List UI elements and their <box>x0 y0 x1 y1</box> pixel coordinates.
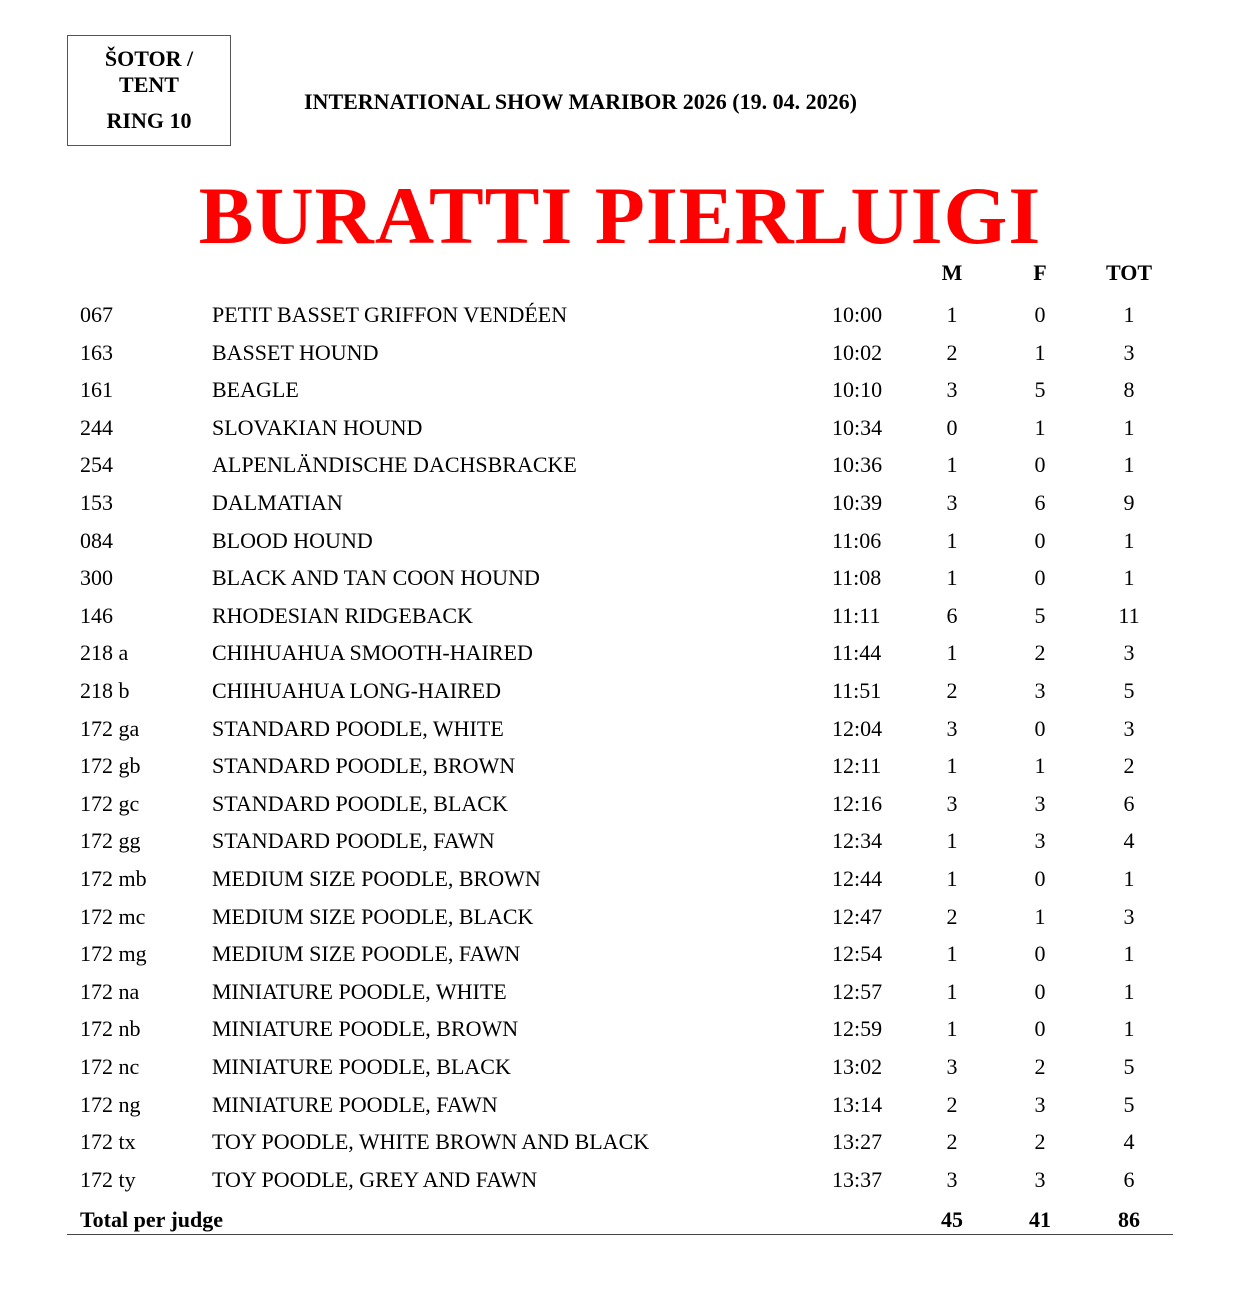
count-male: 1 <box>946 527 958 553</box>
count-female: 0 <box>1034 941 1046 967</box>
breed-code: 172 ga <box>80 715 140 741</box>
table-row <box>0 977 1240 1015</box>
count-female: 1 <box>1034 339 1046 365</box>
count-male: 1 <box>946 941 958 967</box>
count-total: 1 <box>1123 1016 1135 1042</box>
judging-time: 10:02 <box>832 339 883 365</box>
table-row <box>0 450 1240 488</box>
table-row <box>0 1052 1240 1090</box>
breed-code: 172 mg <box>80 941 147 967</box>
count-female: 3 <box>1034 1091 1046 1117</box>
breed-name: MEDIUM SIZE POODLE, FAWN <box>212 941 521 967</box>
count-male: 1 <box>946 753 958 779</box>
table-row <box>0 488 1240 526</box>
breed-code: 172 ng <box>80 1091 141 1117</box>
breed-name: MEDIUM SIZE POODLE, BROWN <box>212 866 541 891</box>
judging-time: 10:10 <box>832 377 883 403</box>
breed-name: BASSET HOUND <box>212 339 379 365</box>
judging-time: 12:44 <box>832 866 883 891</box>
count-total: 2 <box>1123 753 1135 779</box>
table-row <box>0 902 1240 940</box>
breed-name: MINIATURE POODLE, BROWN <box>212 1016 519 1042</box>
total-f: 41 <box>1029 1207 1051 1232</box>
judging-time: 11:44 <box>832 640 882 666</box>
breed-code: 172 mc <box>80 903 146 929</box>
count-total: 1 <box>1123 565 1135 591</box>
judging-time: 12:59 <box>832 1016 883 1042</box>
count-female: 3 <box>1034 828 1046 854</box>
count-male: 1 <box>946 565 958 591</box>
count-female: 0 <box>1034 565 1046 591</box>
column-header-tot: TOT <box>1105 260 1153 285</box>
breed-code: 218 a <box>80 640 129 666</box>
breed-code: 172 gg <box>80 828 141 854</box>
table-row <box>0 375 1240 413</box>
count-male: 2 <box>946 339 958 365</box>
judge-name: BURATTI PIERLUIGI <box>198 170 1042 261</box>
breed-name: MINIATURE POODLE, WHITE <box>212 978 507 1004</box>
count-male: 3 <box>946 1054 958 1079</box>
judging-time: 12:34 <box>832 828 883 854</box>
table-row <box>0 526 1240 564</box>
table-row <box>0 939 1240 977</box>
count-female: 2 <box>1034 1129 1046 1155</box>
show-title: INTERNATIONAL SHOW MARIBOR 2026 (19. 04. 2026) <box>304 89 857 114</box>
judging-time: 13:14 <box>832 1091 883 1117</box>
table-row <box>0 1165 1240 1203</box>
count-male: 2 <box>946 1129 958 1155</box>
breed-name: MINIATURE POODLE, FAWN <box>212 1091 498 1117</box>
count-total: 4 <box>1123 828 1135 854</box>
count-female: 1 <box>1034 903 1046 929</box>
breed-code: 067 <box>80 302 113 327</box>
count-male: 3 <box>946 490 958 515</box>
breed-name: PETIT BASSET GRIFFON VENDÉEN <box>212 302 568 327</box>
breed-name: TOY POODLE, WHITE BROWN AND BLACK <box>212 1129 650 1155</box>
table-row <box>0 826 1240 864</box>
breed-code: 172 gc <box>80 790 140 816</box>
table-row <box>0 300 1240 338</box>
count-female: 2 <box>1034 640 1046 666</box>
count-female: 3 <box>1034 790 1046 816</box>
count-total: 1 <box>1123 866 1135 891</box>
count-female: 6 <box>1034 490 1046 515</box>
table-row <box>0 714 1240 752</box>
count-female: 0 <box>1034 978 1046 1004</box>
count-female: 3 <box>1034 1166 1046 1192</box>
breed-name: MINIATURE POODLE, BLACK <box>212 1054 511 1079</box>
table-row <box>0 864 1240 902</box>
count-total: 3 <box>1123 715 1135 741</box>
count-female: 1 <box>1034 414 1046 440</box>
ring-number: RING 10 <box>106 108 192 133</box>
breed-code: 172 nb <box>80 1016 141 1042</box>
count-female: 1 <box>1034 753 1046 779</box>
count-male: 1 <box>946 452 958 478</box>
count-male: 1 <box>946 640 958 666</box>
count-male: 3 <box>946 715 958 741</box>
breed-name: DALMATIAN <box>212 490 343 515</box>
count-total: 11 <box>1118 602 1140 628</box>
count-total: 6 <box>1123 1166 1135 1192</box>
count-male: 3 <box>946 377 958 403</box>
count-female: 0 <box>1034 452 1046 478</box>
total-row <box>0 1205 1240 1235</box>
table-row <box>0 676 1240 714</box>
breed-code: 254 <box>80 452 113 478</box>
table-row <box>0 789 1240 827</box>
total-divider <box>67 1234 1173 1235</box>
count-female: 5 <box>1034 377 1046 403</box>
judging-time: 12:47 <box>832 903 883 929</box>
judging-time: 11:11 <box>832 602 881 628</box>
judging-time: 12:04 <box>832 715 883 741</box>
ring-box-tent-label <box>68 46 230 98</box>
count-female: 3 <box>1034 678 1046 703</box>
breed-code: 172 na <box>80 978 140 1004</box>
ring-box-line2: TENT <box>119 72 179 97</box>
breed-name: STANDARD POODLE, BLACK <box>212 790 508 816</box>
judging-time: 11:08 <box>832 565 882 591</box>
count-male: 3 <box>946 1166 958 1192</box>
table-row <box>0 751 1240 789</box>
breed-code: 163 <box>80 339 113 365</box>
judging-time: 12:16 <box>832 790 883 816</box>
judging-time: 13:37 <box>832 1166 883 1192</box>
judging-time: 10:39 <box>832 490 883 515</box>
count-female: 5 <box>1034 602 1046 628</box>
ring-box-line1: ŠOTOR / <box>104 46 194 71</box>
breed-name: BEAGLE <box>212 377 299 403</box>
count-female: 0 <box>1034 302 1046 327</box>
column-header-f: F <box>1033 260 1047 285</box>
table-row <box>0 1090 1240 1128</box>
count-male: 2 <box>946 678 958 703</box>
table-row <box>0 563 1240 601</box>
count-total: 5 <box>1123 1054 1135 1079</box>
judging-time: 13:27 <box>832 1129 883 1155</box>
count-total: 9 <box>1123 490 1135 515</box>
breed-name: CHIHUAHUA SMOOTH-HAIRED <box>212 640 533 666</box>
count-male: 1 <box>946 866 958 891</box>
count-total: 1 <box>1123 527 1135 553</box>
count-female: 0 <box>1034 1016 1046 1042</box>
count-male: 1 <box>946 1016 958 1042</box>
count-female: 0 <box>1034 715 1046 741</box>
table-row <box>0 601 1240 639</box>
judging-time: 10:34 <box>832 414 883 440</box>
judging-time: 11:51 <box>832 678 882 703</box>
count-total: 6 <box>1123 790 1135 816</box>
judging-time: 12:54 <box>832 941 883 967</box>
total-label: Total per judge <box>80 1207 224 1232</box>
breed-name: MEDIUM SIZE POODLE, BLACK <box>212 903 534 929</box>
ring-box <box>67 35 231 146</box>
count-total: 3 <box>1123 339 1135 365</box>
count-total: 5 <box>1123 1091 1135 1117</box>
judging-time: 12:57 <box>832 978 883 1004</box>
table-row <box>0 338 1240 376</box>
count-male: 3 <box>946 790 958 816</box>
breed-code: 172 tx <box>80 1129 136 1155</box>
count-male: 6 <box>946 602 958 628</box>
breed-code: 244 <box>80 414 113 440</box>
breed-name: ALPENLÄNDISCHE DACHSBRACKE <box>212 452 577 478</box>
count-total: 3 <box>1123 903 1135 929</box>
count-male: 2 <box>946 903 958 929</box>
count-total: 3 <box>1123 640 1135 666</box>
count-male: 2 <box>946 1091 958 1117</box>
count-male: 1 <box>946 302 958 327</box>
count-total: 1 <box>1123 302 1135 327</box>
table-row <box>0 1014 1240 1052</box>
count-male: 1 <box>946 828 958 854</box>
count-total: 4 <box>1123 1129 1135 1155</box>
total-m: 45 <box>941 1207 963 1232</box>
table-row <box>0 638 1240 676</box>
breed-code: 172 gb <box>80 753 141 779</box>
breed-code: 084 <box>80 527 113 553</box>
judging-time: 10:36 <box>832 452 883 478</box>
count-total: 8 <box>1123 377 1135 403</box>
table-row <box>0 413 1240 451</box>
breed-code: 300 <box>80 565 113 591</box>
breed-code: 218 b <box>80 678 130 703</box>
count-total: 1 <box>1123 941 1135 967</box>
breed-code: 146 <box>80 602 113 628</box>
breed-name: CHIHUAHUA LONG-HAIRED <box>212 678 502 703</box>
count-female: 0 <box>1034 866 1046 891</box>
breed-code: 172 nc <box>80 1054 140 1079</box>
judging-time: 11:06 <box>832 527 882 553</box>
breed-name: SLOVAKIAN HOUND <box>212 414 423 440</box>
count-female: 0 <box>1034 527 1046 553</box>
column-header-m: M <box>941 260 963 285</box>
breed-name: STANDARD POODLE, WHITE <box>212 715 504 741</box>
judging-time: 13:02 <box>832 1054 883 1079</box>
count-total: 1 <box>1123 452 1135 478</box>
count-total: 5 <box>1123 678 1135 703</box>
breed-name: RHODESIAN RIDGEBACK <box>212 602 473 628</box>
count-female: 2 <box>1034 1054 1046 1079</box>
count-male: 1 <box>946 978 958 1004</box>
breed-name: STANDARD POODLE, BROWN <box>212 753 516 779</box>
breed-code: 161 <box>80 377 113 403</box>
count-male: 0 <box>946 414 958 440</box>
breed-name: BLOOD HOUND <box>212 527 373 553</box>
breed-name: STANDARD POODLE, FAWN <box>212 828 495 854</box>
breed-name: TOY POODLE, GREY AND FAWN <box>212 1166 538 1192</box>
breed-code: 172 ty <box>80 1166 136 1192</box>
breed-code: 153 <box>80 490 113 515</box>
total-tot: 86 <box>1118 1207 1140 1232</box>
breed-name: BLACK AND TAN COON HOUND <box>212 565 540 591</box>
count-total: 1 <box>1123 414 1135 440</box>
table-row <box>0 1127 1240 1165</box>
judging-time: 10:00 <box>832 302 883 327</box>
judging-time: 12:11 <box>832 753 882 779</box>
breed-code: 172 mb <box>80 866 147 891</box>
count-total: 1 <box>1123 978 1135 1004</box>
